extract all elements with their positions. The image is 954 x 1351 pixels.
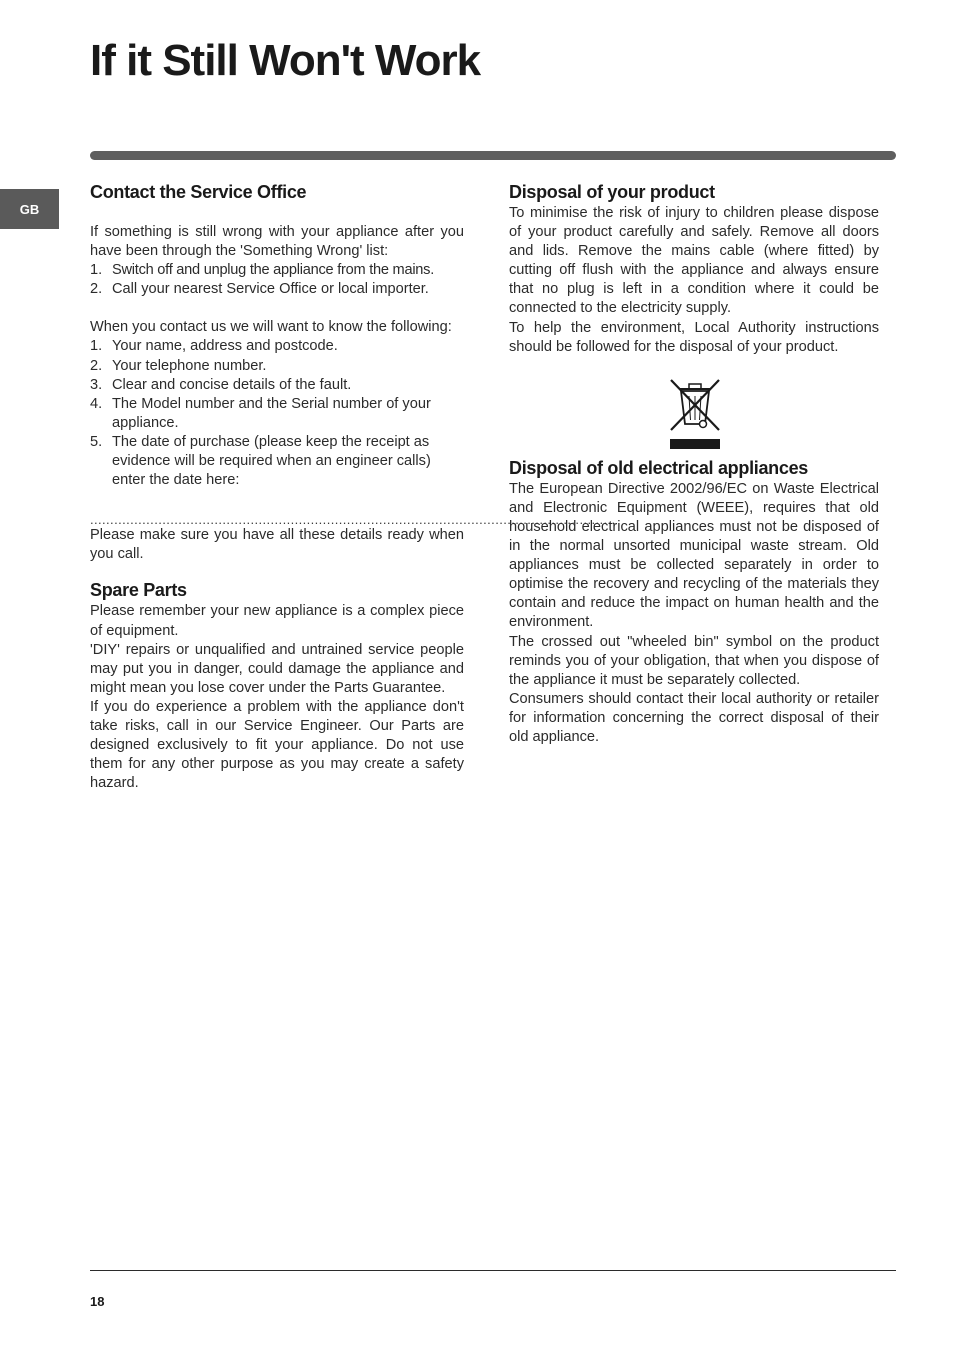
spare-parts-section <box>90 579 464 793</box>
contact-know-intro: When you contact us we will want to know the following: <box>90 319 452 336</box>
crossed-out-wheeled-bin-icon <box>669 378 721 450</box>
list-item: 5. The date of purchase (please keep the receipt as evidence will be required when an engineer calls) enter the date here: <box>90 433 431 489</box>
list-item: 1. Your name, address and postcode. <box>90 338 338 355</box>
contact-details <box>90 337 464 490</box>
list-item: 4. The Model number and the Serial number of your appliance. <box>90 395 431 431</box>
disposal-old-paragraph: The crossed out "wheeled bin" symbol on the product reminds you of your obligation, that when you dispose of the appliance it must be separately collected. <box>509 633 879 688</box>
list-item: 2. Your telephone number. <box>90 357 267 374</box>
disposal-old-paragraph: Consumers should contact their local authority or retailer for information concerning the correct disposal of their old appliance. <box>509 690 879 745</box>
contact-heading: Contact the Service Office <box>90 182 307 202</box>
disposal-old-heading: Disposal of old electrical appliances <box>509 457 809 478</box>
disposal-product-heading: Disposal of your product <box>509 182 715 202</box>
header-divider <box>90 151 896 160</box>
page-title: If it Still Won't Work <box>90 36 481 85</box>
disposal-product-paragraph: To minimise the risk of injury to children please dispose of your product carefully and safely. Remove all doors and lids. Remove the mains cable (where fitted) by cutting off flush with the appliance and always ensure that no plug is left in a condition where it could be connected to the electricity supply. <box>509 205 879 317</box>
disposal-product-paragraph: To help the environment, Local Authority instructions should be followed for the disposal of your product. <box>509 319 879 355</box>
contact-steps <box>90 261 464 299</box>
language-tab: GB <box>0 189 59 229</box>
contact-intro: If something is still wrong with your appliance after you have been through the 'Something Wrong' list: <box>90 224 464 260</box>
spare-parts-heading: Spare Parts <box>90 580 187 601</box>
right-column <box>509 178 879 747</box>
date-fill-line: ................................................................................................................................... <box>90 512 616 528</box>
list-item: 1. Switch off and unplug the appliance from the mains. <box>90 262 435 279</box>
disposal-old-paragraph: The European Directive 2002/96/EC on Waste Electrical and Electronic Equipment (WEEE), requires that old household electrical appliances must not be disposed of in the normal unsorted municipal waste stream. Old appliances must be collected separately in order to optimise the recovery and recycling of the materials they contain and reduce the impact on human health and the environment. <box>509 480 879 631</box>
page-number: 18 <box>90 1294 105 1309</box>
disposal-old-section <box>509 457 879 747</box>
weee-symbol-block <box>509 360 879 448</box>
disposal-product-section <box>509 181 879 357</box>
list-item: 2. Call your nearest Service Office or local importer. <box>90 281 429 298</box>
contact-reminder: Please make sure you have all these details ready when you call. <box>90 527 464 563</box>
spare-parts-paragraph: If you do experience a problem with the appliance don't take risks, call in our Service Engineer. Our Parts are designed exclusively to fit your appliance. Do not use them for any other purpose as you may create a safety hazard. <box>90 698 464 792</box>
footer-divider <box>90 1270 896 1271</box>
spare-parts-paragraph: Please remember your new appliance is a complex piece of equipment. <box>90 603 464 639</box>
spare-parts-paragraph: 'DIY' repairs or unqualified and untrained service people may put you in danger, could damage the appliance and might mean you lose cover under the Parts Guarantee. <box>90 641 464 696</box>
list-item: 3. Clear and concise details of the fault. <box>90 376 352 393</box>
